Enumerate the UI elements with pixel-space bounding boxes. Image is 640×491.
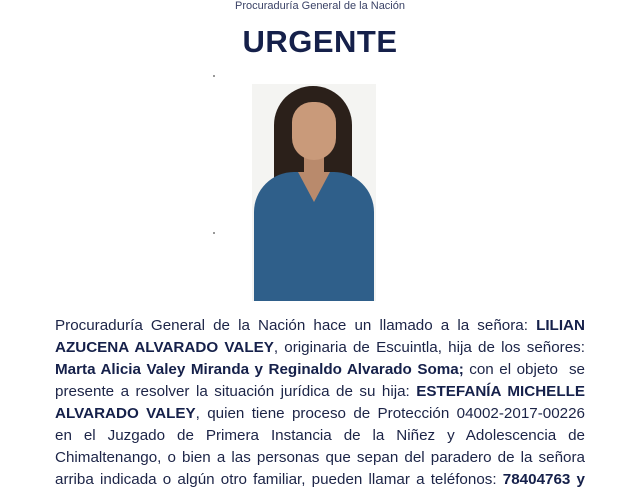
- crop-mark: [213, 75, 215, 77]
- bold-text: 78404763 y: [502, 471, 585, 488]
- text: Procuraduría General de la Nación hace un llamado a la señora:: [55, 317, 537, 334]
- organization-name: Procuraduría General de la Nación: [235, 0, 405, 12]
- bold-text: Marta Alicia Valey Miranda y Reginaldo Alvarado Soma;: [55, 361, 464, 378]
- bold-text: ALVARADO VALEY: [55, 405, 196, 422]
- notice-line: [55, 359, 585, 381]
- notice-line: [55, 381, 585, 403]
- notice-body: [55, 315, 585, 491]
- notice-line: [55, 315, 585, 337]
- page-title: URGENTE: [242, 24, 398, 59]
- text: presente a resolver la situación jurídica de su hija:: [55, 383, 417, 400]
- text: arriba indicada o algún otro familiar, pueden llamar a teléfonos:: [55, 471, 503, 488]
- bold-text: ESTEFANÍA MICHELLE: [416, 383, 585, 400]
- bold-text: AZUCENA ALVARADO VALEY: [55, 339, 274, 356]
- text: , originaria de Escuintla, hija de los señores:: [273, 339, 585, 356]
- notice-line: [55, 425, 585, 447]
- notice-line: [55, 447, 585, 469]
- text: en el Juzgado de Primera Instancia de la Niñez y Adolescencia de: [55, 427, 585, 444]
- photo-face: [292, 102, 336, 160]
- portrait-photo: [252, 84, 376, 301]
- bold-text: LILIAN: [536, 317, 585, 334]
- photo-neckline: [298, 172, 330, 202]
- notice-line: [55, 403, 585, 425]
- crop-mark: [213, 232, 215, 234]
- text: con el objeto se: [463, 361, 585, 378]
- notice-line: [55, 337, 585, 359]
- notice-line: [55, 469, 585, 491]
- text: Chimaltenango, o bien a las personas que sepan del paradero de la señora: [55, 449, 585, 466]
- text: , quien tiene proceso de Protección 04002-2017-00226: [195, 405, 586, 422]
